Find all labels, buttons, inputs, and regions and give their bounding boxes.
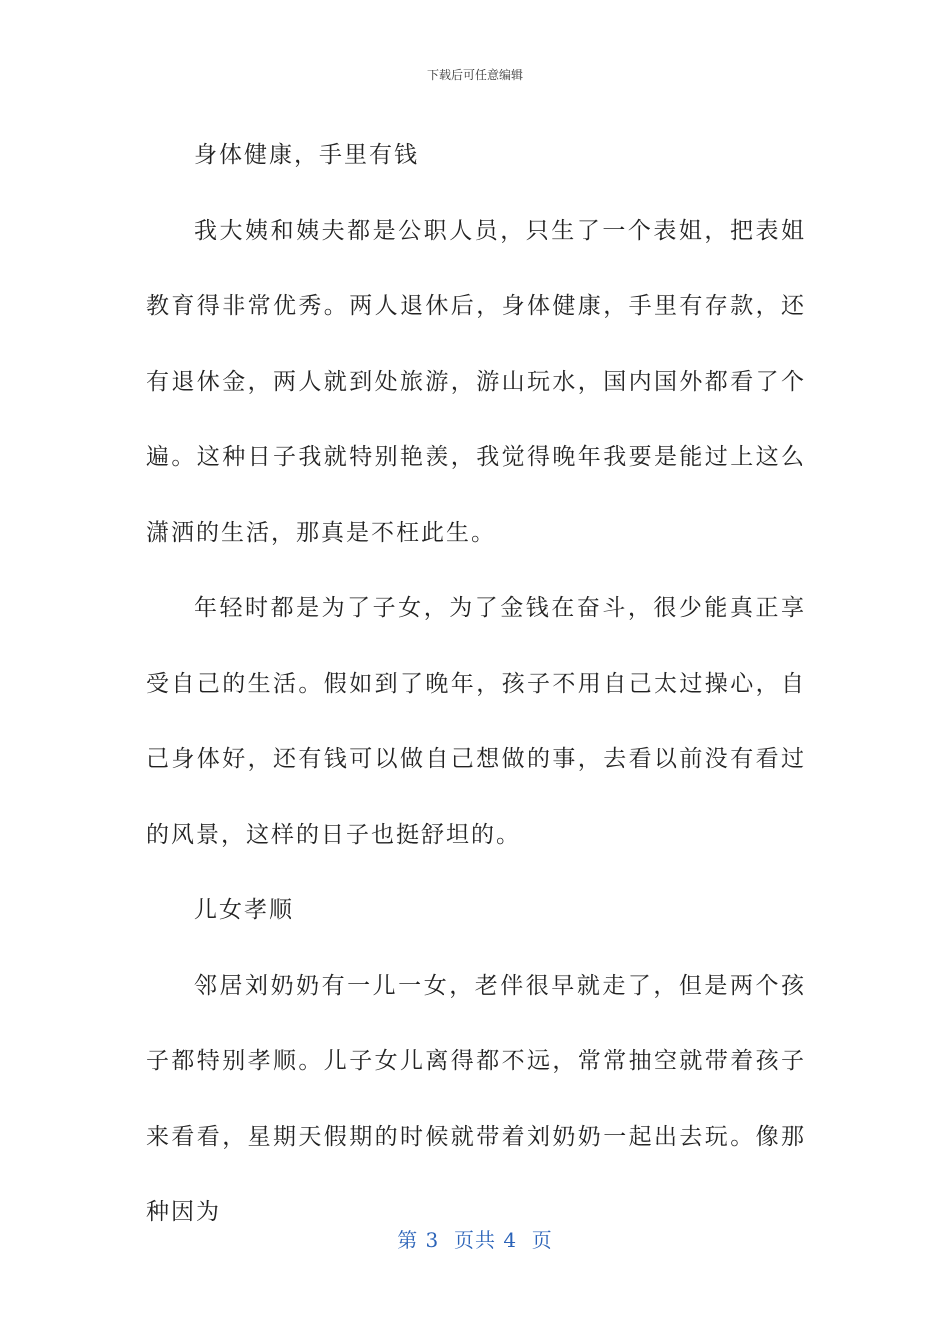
page-number: 第 3 页共 4 页 xyxy=(397,1228,553,1252)
paragraph-enjoy-life: 年轻时都是为了子女，为了金钱在奋斗，很少能真正享受自己的生活。假如到了晚年，孩子不用自己太过操心，自己身体好，还有钱可以做自己想做的事，去看以前没有看过的风景，这样的日子也挺舒坦的。 xyxy=(146,595,806,848)
section-heading-health-wealth: 身体健康，手里有钱 xyxy=(194,142,419,168)
document-body xyxy=(146,118,806,1251)
section-heading-filial-children: 儿女孝顺 xyxy=(194,897,294,923)
paragraph-aunt-travel: 我大姨和姨夫都是公职人员，只生了一个表姐，把表姐教育得非常优秀。两人退休后，身体健康，手里有存款，还有退休金，两人就到处旅游，游山玩水，国内国外都看了个遍。这种日子我就特别艳羡，我觉得晚年我要是能过上这么潇洒的生活，那真是不枉此生。 xyxy=(146,217,806,546)
paragraph-neighbor-grandma: 邻居刘奶奶有一儿一女，老伴很早就走了，但是两个孩子都特别孝顺。儿子女儿离得都不远，常常抽空就带着孩子来看看，星期天假期的时候就带着刘奶奶一起出去玩。像那种因为 xyxy=(146,972,806,1225)
header-note: 下载后可任意编辑 xyxy=(426,68,523,82)
